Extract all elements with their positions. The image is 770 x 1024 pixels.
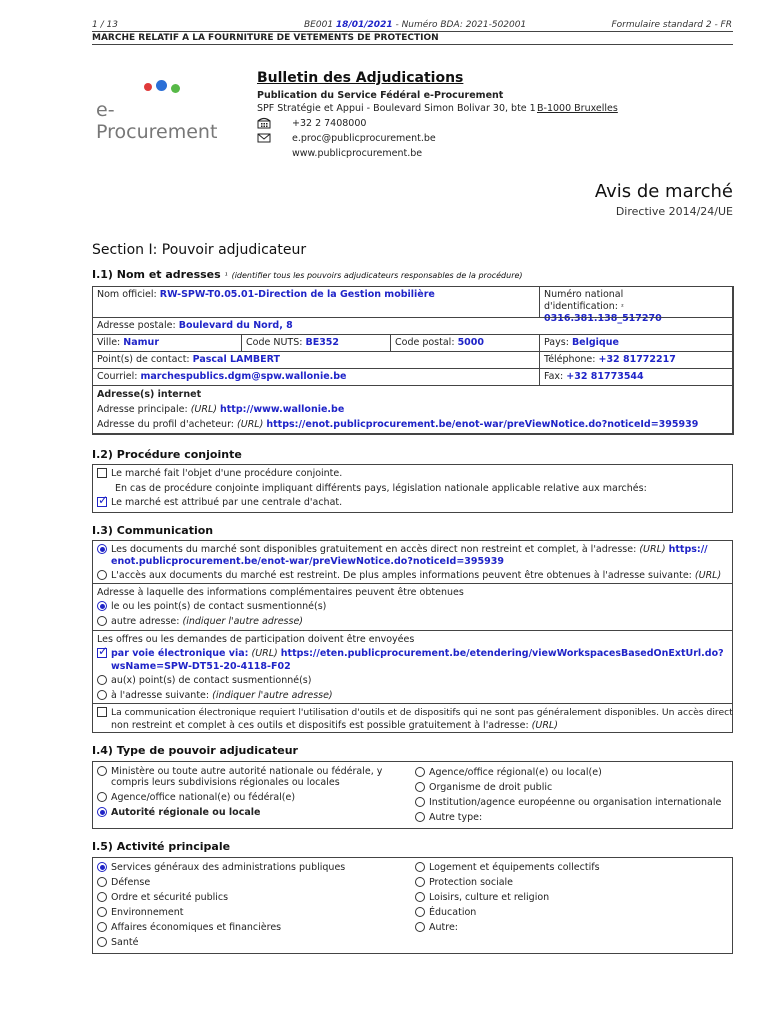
info-address-box: [92, 583, 733, 631]
radio-icon[interactable]: [97, 675, 107, 685]
authority-ministry-option[interactable]: Ministère ou toute autre autorité nationale ou fédérale, y: [97, 766, 382, 777]
bulletin-phone: +32 2 7408000: [292, 118, 367, 129]
checkbox-icon[interactable]: [97, 707, 107, 717]
bulletin-web-row: [257, 147, 727, 162]
info-other-option[interactable]: autre adresse: (indiquer l'autre adresse): [97, 616, 303, 627]
docs-free-option[interactable]: Les documents du marché sont disponibles gratuitement en accès direct non restreint et complet, à l'adresse: (URL) https://: [97, 544, 708, 555]
offers-electronic-option[interactable]: ✓par voie électronique via: (URL) https://eten.publicprocurement.be/etendering/viewWorkspacesBasedOnExtUrl.do?: [97, 648, 724, 659]
info-address-title: Adresse à laquelle des informations complémentaires peuvent être obtenues: [97, 587, 464, 598]
authority-regional-option[interactable]: Autorité régionale ou locale: [97, 807, 260, 818]
docs-restricted-option[interactable]: L'accès aux documents du marché est restreint. De plus amples informations peuvent être obtenues à l'adresse suivante: (URL): [97, 570, 721, 581]
radio-icon[interactable]: [97, 892, 107, 902]
official-name: RW-SPW-T0.05.01-Direction de la Gestion mobilière: [159, 289, 435, 300]
activity-social-option[interactable]: Protection sociale: [415, 877, 513, 888]
radio-selected-icon[interactable]: [97, 807, 107, 817]
e-procurement-logo: [96, 80, 226, 143]
activity-environment-option[interactable]: Environnement: [97, 907, 184, 918]
offers-link[interactable]: wsName=SPW-DT51-20-4118-F02: [111, 661, 291, 672]
authority-national-agency-option[interactable]: Agence/office national(e) ou fédéral(e): [97, 792, 295, 803]
joint-procedure-option[interactable]: Le marché fait l'objet d'une procédure conjointe.: [97, 468, 342, 479]
radio-icon[interactable]: [97, 877, 107, 887]
radio-icon[interactable]: [415, 877, 425, 887]
country-cell: Pays: Belgique: [539, 334, 734, 352]
offers-contact-option[interactable]: au(x) point(s) de contact susmentionné(s): [97, 675, 311, 686]
internet-cell: [92, 385, 734, 435]
heading-i5: I.5) Activité principale: [92, 840, 231, 853]
info-contact-option[interactable]: le ou les point(s) de contact susmentionné(s): [97, 601, 326, 612]
nuts-code: BE352: [305, 337, 340, 348]
national-id: 0316.381.138_517270: [544, 313, 662, 324]
bulletin-title: Bulletin des Adjudications: [257, 70, 464, 86]
documents-access-box: [92, 540, 733, 584]
activity-public-order-option[interactable]: Ordre et sécurité publics: [97, 892, 228, 903]
section-title: Section I: Pouvoir adjudicateur: [92, 242, 307, 258]
radio-icon[interactable]: [97, 937, 107, 947]
radio-icon[interactable]: [415, 907, 425, 917]
zip-code: 5000: [457, 337, 485, 348]
email-address[interactable]: marchespublics.dgm@spw.wallonie.be: [140, 371, 347, 382]
bulletin-email[interactable]: e.proc@publicprocurement.be: [292, 133, 436, 144]
joint-procedure-box: [92, 464, 733, 513]
main-activity-box: [92, 857, 733, 954]
logo-text: e-Procurement: [96, 99, 218, 143]
national-id-cell: Numéro national d'identification: ² 0316.381.138_517270: [539, 286, 734, 318]
country: Belgique: [571, 337, 619, 348]
publication-date: 18/01/2021: [335, 20, 393, 30]
internet-title: Adresse(s) internet: [97, 389, 202, 400]
divider: [92, 31, 733, 32]
offers-other-option[interactable]: à l'adresse suivante: (indiquer l'autre adresse): [97, 690, 333, 701]
bulletin-address: SPF Stratégie et Appui - Boulevard Simon Bolivar 30, bte 1 B-1000 Bruxelles: [257, 103, 618, 114]
buyer-profile-link[interactable]: https://enot.publicprocurement.be/enot-war/preViewNotice.do?noticeId=395939: [266, 419, 699, 430]
nuts-cell: Code NUTS: BE352: [241, 334, 391, 352]
radio-icon[interactable]: [97, 907, 107, 917]
radio-icon[interactable]: [415, 892, 425, 902]
buyer-profile-row: Adresse du profil d'acheteur: (URL) https://enot.publicprocurement.be/enot-war/preViewNotice.do?noticeId=395939: [97, 419, 699, 430]
notice-directive: Directive 2014/24/UE: [615, 205, 733, 218]
main-address-link[interactable]: http://www.wallonie.be: [220, 404, 345, 415]
radio-icon[interactable]: [97, 690, 107, 700]
central-purchasing-option[interactable]: ✓Le marché est attribué par une centrale d'achat.: [97, 497, 342, 508]
phone-cell: Téléphone: +32 81772217: [539, 351, 734, 369]
heading-i1: I.1) Nom et adresses ¹ (identifier tous les pouvoirs adjudicateurs responsables de la procédure): [92, 268, 523, 281]
radio-icon[interactable]: [415, 862, 425, 872]
fax-cell: Fax: +32 81773544: [539, 368, 734, 386]
activity-health-option[interactable]: Santé: [97, 937, 138, 948]
electronic-tools-box: [92, 703, 733, 733]
phone-number: +32 81772217: [598, 354, 676, 365]
notice-title: Avis de marché: [594, 181, 733, 202]
authority-regional-agency-option[interactable]: Agence/office régional(e) ou local(e): [415, 767, 602, 778]
joint-procedure-law: En cas de procédure conjointe impliquant différents pays, législation nationale applicable relative aux marchés:: [115, 483, 647, 494]
phone-icon: [257, 117, 271, 129]
radio-icon[interactable]: [415, 797, 425, 807]
doc-reference: BE001 18/01/2021 - Numéro BDA: 2021-502001: [304, 20, 527, 30]
activity-economic-option[interactable]: Affaires économiques et financières: [97, 922, 281, 933]
fax-number: +32 81773544: [566, 371, 644, 382]
checkbox-icon[interactable]: [97, 468, 107, 478]
bulletin-website[interactable]: www.publicprocurement.be: [292, 148, 423, 159]
postal-address: Boulevard du Nord, 8: [178, 320, 293, 331]
contact-person: Pascal LAMBERT: [192, 354, 280, 365]
logo-dot-red: [144, 83, 152, 91]
heading-i3: I.3) Communication: [92, 524, 214, 537]
official-name-cell: Nom officiel: RW-SPW-T0.05.01-Direction de la Gestion mobilière: [92, 286, 540, 318]
checked-checkbox-icon[interactable]: [97, 648, 107, 658]
radio-icon[interactable]: [415, 782, 425, 792]
authority-public-law-option[interactable]: Organisme de droit public: [415, 782, 552, 793]
zip-cell: Code postal: 5000: [390, 334, 540, 352]
bulletin-city: B-1000 Bruxelles: [537, 103, 618, 114]
offers-submission-box: [92, 630, 733, 704]
radio-icon[interactable]: [97, 766, 107, 776]
email-cell: Courriel: marchespublics.dgm@spw.wallonie.be: [92, 368, 540, 386]
offers-title: Les offres ou les demandes de participation doivent être envoyées: [97, 634, 415, 645]
radio-icon[interactable]: [97, 792, 107, 802]
heading-i2: I.2) Procédure conjointe: [92, 448, 242, 461]
activity-other-option[interactable]: Autre:: [415, 922, 458, 933]
logo-dot-blue: [156, 80, 167, 91]
activity-general-services-option[interactable]: Services généraux des administrations publiques: [97, 862, 345, 873]
authority-other-option[interactable]: Autre type:: [415, 812, 482, 823]
heading-i4: I.4) Type de pouvoir adjudicateur: [92, 744, 298, 757]
envelope-icon: [257, 132, 271, 144]
bulletin-phone-row: [257, 117, 727, 132]
radio-icon[interactable]: [415, 922, 425, 932]
radio-selected-icon[interactable]: [97, 601, 107, 611]
main-address-row: Adresse principale: (URL) http://www.wallonie.be: [97, 404, 345, 415]
authority-ministry-continued: compris leurs subdivisions régionales ou locales: [111, 777, 340, 788]
activity-education-option[interactable]: Éducation: [415, 907, 476, 918]
city-cell: Ville: Namur: [92, 334, 242, 352]
page-number: 1 / 13: [92, 20, 118, 30]
bulletin-publisher: Publication du Service Fédéral e-Procurement: [257, 90, 504, 101]
radio-icon[interactable]: [97, 616, 107, 626]
divider: [92, 44, 733, 45]
radio-icon[interactable]: [97, 570, 107, 580]
bulletin-info: [257, 70, 727, 162]
authority-type-box: [92, 761, 733, 829]
logo-dot-green: [171, 84, 180, 93]
city: Namur: [123, 337, 160, 348]
radio-selected-icon[interactable]: [97, 862, 107, 872]
activity-culture-option[interactable]: Loisirs, culture et religion: [415, 892, 549, 903]
contact-cell: Point(s) de contact: Pascal LAMBERT: [92, 351, 540, 369]
addresses-table: [92, 286, 733, 434]
bulletin-email-row: [257, 132, 727, 147]
activity-housing-option[interactable]: Logement et équipements collectifs: [415, 862, 600, 873]
contract-subject: MARCHE RELATIF A LA FOURNITURE DE VETEMENTS DE PROTECTION: [92, 33, 439, 43]
electronic-tools-option[interactable]: La communication électronique requiert l'utilisation d'outils et de dispositifs qui ne sont pas généralement disponibles. Un accès direct: [97, 707, 733, 718]
radio-icon[interactable]: [97, 922, 107, 932]
checked-checkbox-icon[interactable]: [97, 497, 107, 507]
activity-defense-option[interactable]: Défense: [97, 877, 150, 888]
radio-icon[interactable]: [415, 812, 425, 822]
form-type: Formulaire standard 2 - FR: [611, 20, 732, 30]
radio-icon[interactable]: [415, 767, 425, 777]
radio-selected-icon[interactable]: [97, 544, 107, 554]
postal-address-cell: Adresse postale: Boulevard du Nord, 8: [92, 317, 734, 335]
docs-link[interactable]: enot.publicprocurement.be/enot-war/preViewNotice.do?noticeId=395939: [111, 556, 504, 567]
authority-eu-option[interactable]: Institution/agence européenne ou organisation internationale: [415, 797, 721, 808]
electronic-tools-note: non restreint et complet à ces outils et dispositifs est possible gratuitement à l'adresse: (URL): [111, 720, 558, 731]
